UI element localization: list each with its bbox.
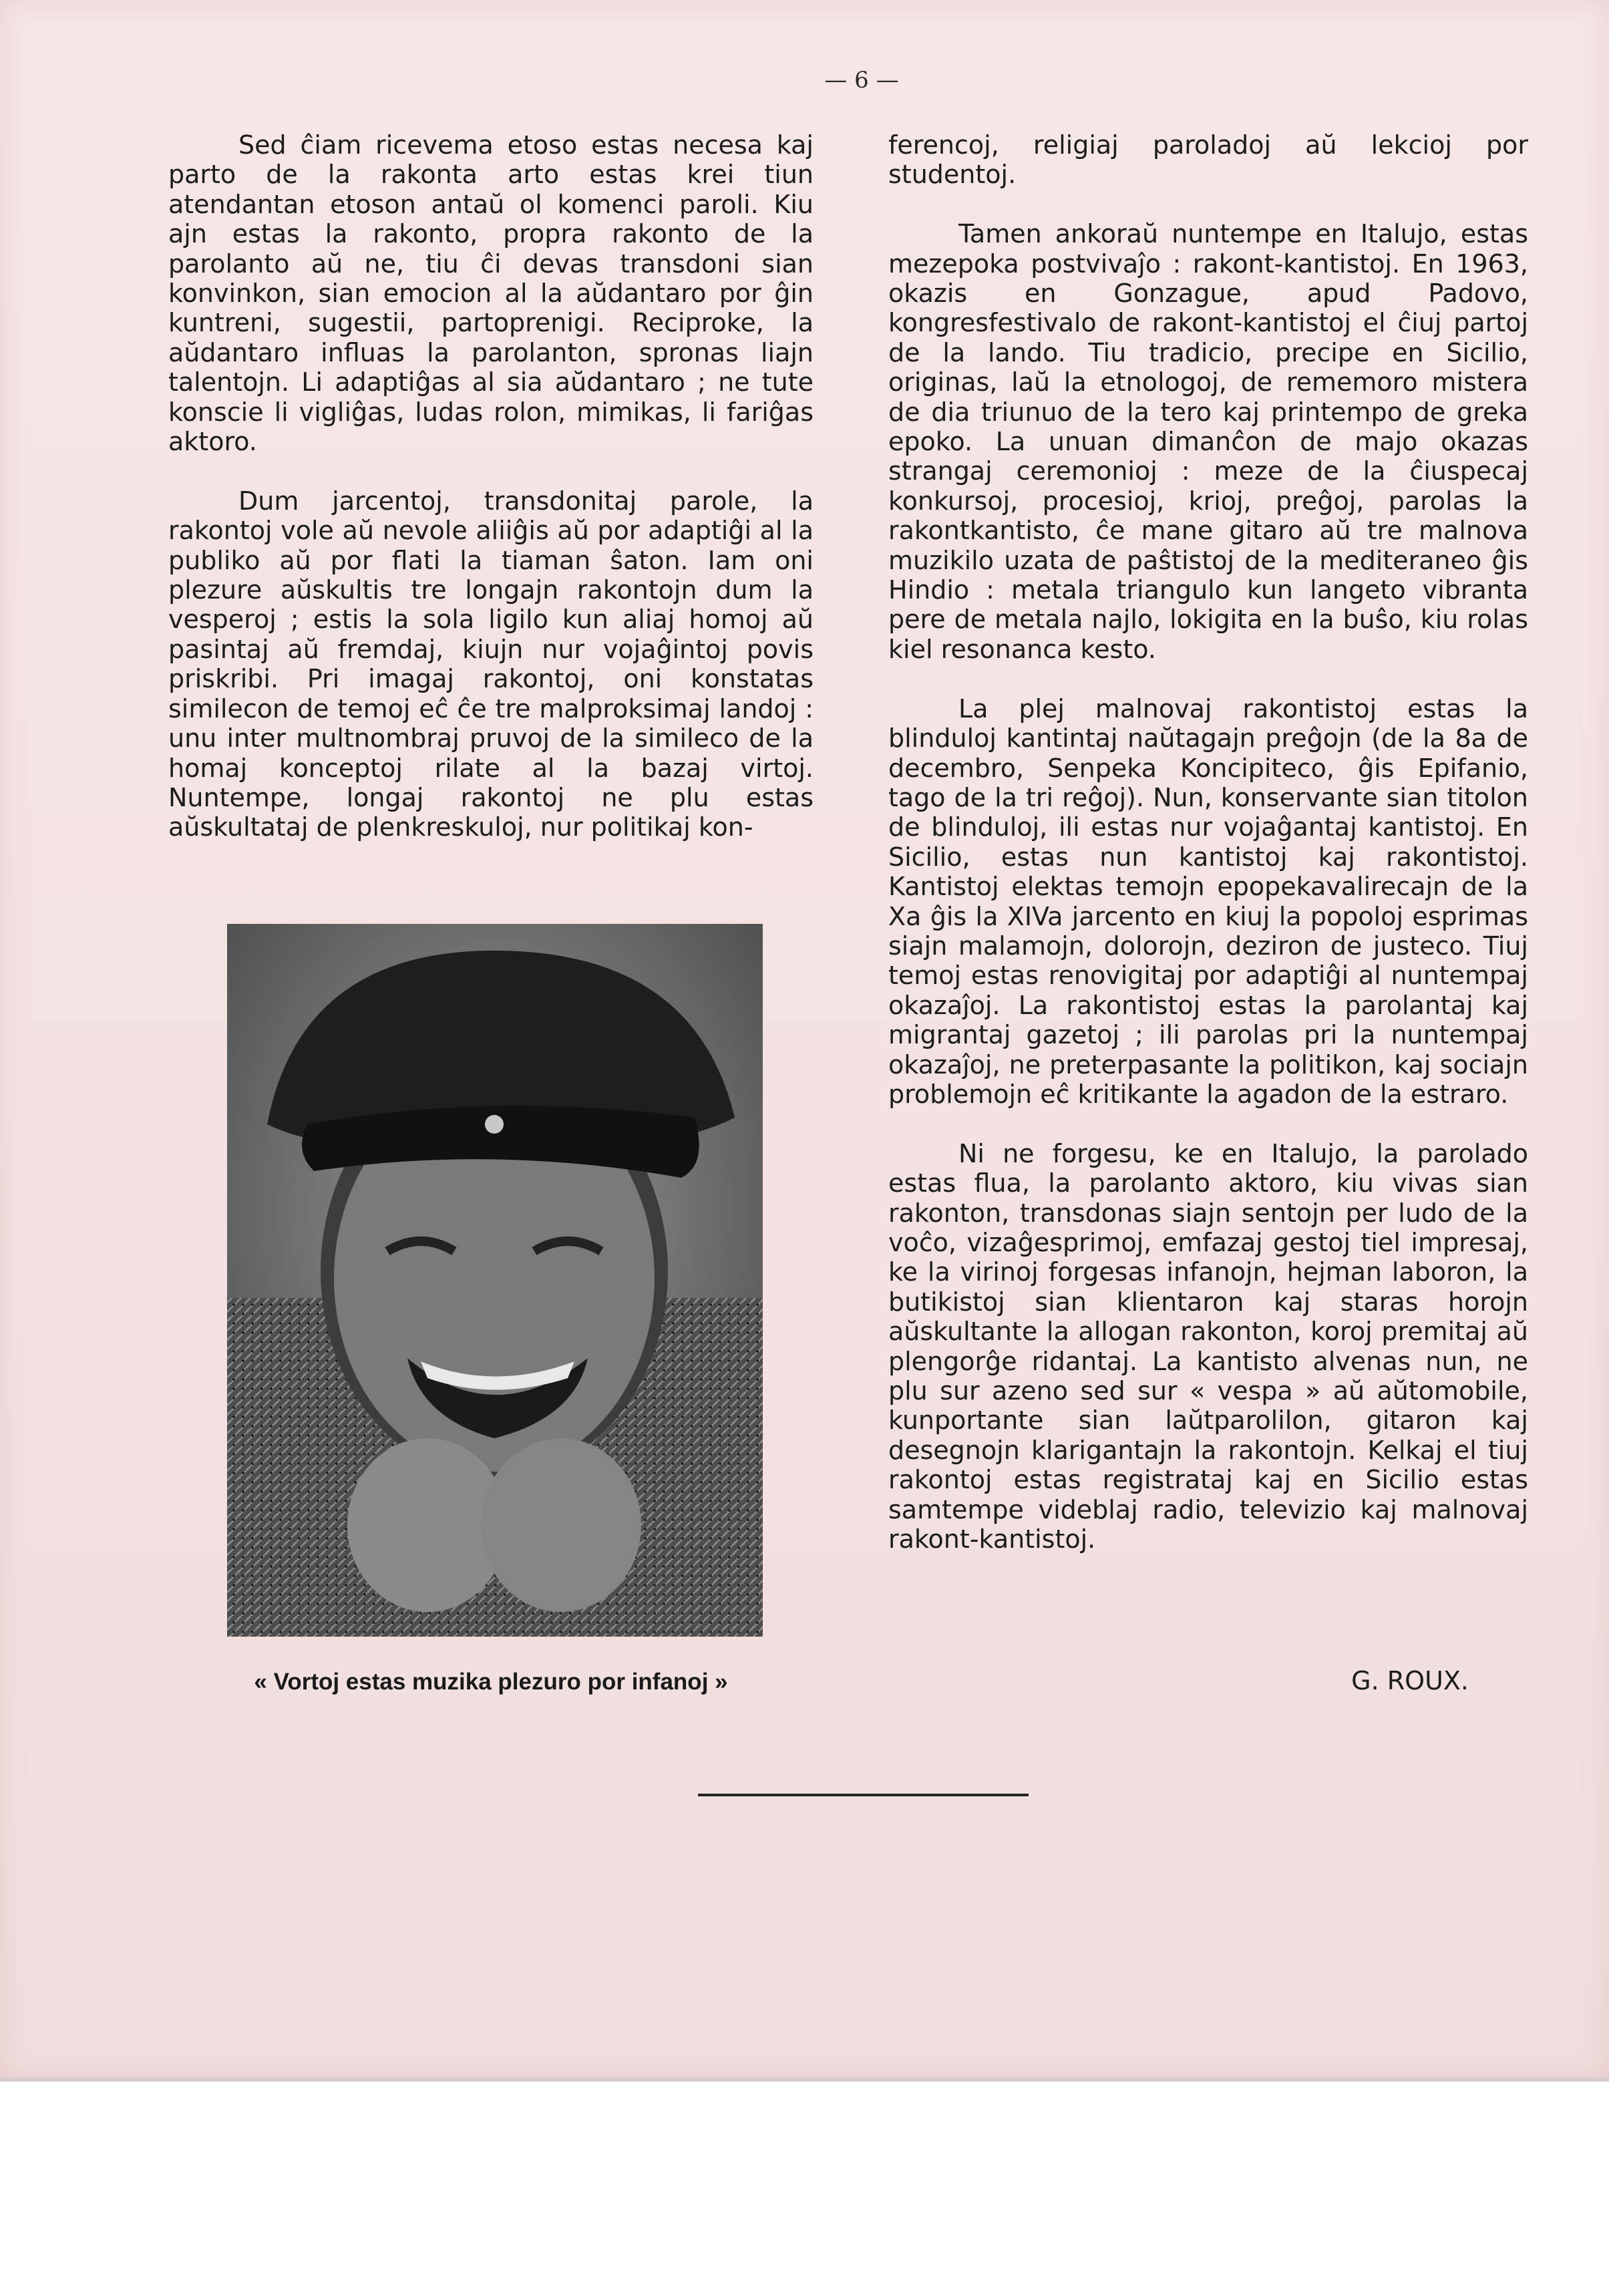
left-column <box>168 130 814 872</box>
author-signature: G. ROUX. <box>1351 1666 1469 1695</box>
left-paragraph-1: Sed ĉiam ricevema etoso estas necesa kaj parto de la rakonta arto estas krei tiun atendantan etoson antaŭ ol komenci paroli. Kiu ajn estas la rakonto, propra rakonto de la parolanto aŭ ne, tiu ĉi devas transdoni sian konvinkon, sian emocion al la aŭdantaro por ĝin kuntreni, sugestii, partoprenigi. Reciproke, la aŭdantaro influas la parolanton, spronas liajn talentojn. Li adaptiĝas al sia aŭdantaro ; ne tute konscie li vigliĝas, ludas rolon, mimikas, li fariĝas aktoro. <box>168 130 814 457</box>
end-rule <box>698 1794 1029 1796</box>
photo-illustration <box>227 924 763 1637</box>
left-paragraph-2: Dum jarcentoj, transdonitaj parole, la rakontoj vole aŭ nevole aliiĝis aŭ por adaptiĝi al la publiko aŭ por flati la tiaman ŝaton. Iam oni plezure aŭskultis tre longajn rakontojn dum la vesperoj ; estis la sola ligilo kun aliaj homoj aŭ pasintaj aŭ fremdaj, kiujn nur vojaĝintoj povis priskribi. Pri imagaj rakontoj, oni konstatas similecon de temoj eĉ ĉe tre malproksimaj landoj : unu inter multnombraj pruvoj de la simileco de la homaj konceptoj rilate al la bazaj virtoj. Nuntempe, longaj rakontoj ne plu estas aŭskultataj de plenkreskuloj, nur politikaj kon- <box>168 486 814 842</box>
page-edge <box>0 2078 1609 2082</box>
right-paragraph-4: Ni ne forgesu, ke en Italujo, la parolado estas flua, la parolanto aktoro, kiu vivas sian rakonton, transdonas siajn sentojn per ludo de la voĉo, vizaĝesprimoj, emfazaj gestoj tiel impresaj, ke la virinoj forgesas infanojn, hejman laboron, la butikistoj sian klientaron kaj staras horojn aŭskultante la allogan rakonton, koroj premitaj aŭ plengorĝe ridantaj. La kantisto alvenas nun, ne plu sur azeno sed sur « vespa » aŭ aŭtomobile, kunportante sian laŭtparolilon, gitaron kaj desegnojn klarigantajn la rakontojn. Kelkaj el tiuj rakontoj estas registrataj kaj en Sicilio estas samtempe videblaj radio, televizio kaj malnovaj rakont-kantistoj. <box>888 1138 1528 1554</box>
right-paragraph-1: ferencoj, religiaj paroladoj aŭ lekcioj por studentoj. <box>888 130 1528 190</box>
right-paragraph-3: La plej malnovaj rakontistoj estas la blinduloj kantintaj naŭtagajn preĝojn (de la 8a de decembro, Senpeka Koncipiteco, ĝis Epifanio, tago de la tri reĝoj). Nun, konservante sian titolon de blinduloj, ili estas nur vojaĝantaj kantistoj. En Sicilio, estas nun kantistoj kaj rakontistoj. Kantistoj elektas temojn epopekavalirecajn de la Xa ĝis la XIVa jarcento en kiuj la popoloj esprimas siajn malamojn, dolorojn, deziron de justeco. Tiuj temoj estas renovigitaj por adaptiĝi al nuntempaj okazaĵoj. La rakontistoj estas la parolantaj kaj migrantaj gazetoj ; ili parolas pri la nuntempaj okazaĵoj, ne preterpasante la politikon, kaj sociajn problemojn eĉ kritikante la agadon de la estraro. <box>888 693 1528 1109</box>
right-paragraph-2: Tamen ankoraŭ nuntempe en Italujo, estas mezepoka postvivaĵo : rakont-kantistoj. En 1963, okazis en Gonzague, apud Padovo, kongresfestivalo de rakont-kantistoj el ĉiuj partoj de la lando. Tiu tradicio, precipe en Sicilio, originas, laŭ la etnologoj, de rememoro mistera de dia triunuo de la tero kaj printempo de greka epoko. La unuan dimanĉon de majo okazas strangaj ceremonioj : meze de la ĉiuspecaj konkursoj, procesioj, krioj, preĝoj, parolas la rakontkantisto, ĉe mane gitaro aŭ tre malnova muzikilo uzata de paŝtistoj de la mediteraneo ĝis Hindio : metala triangulo kun langeto vibranta pere de metala najlo, lokigita en la buŝo, kiu rolas kiel resonanca kesto. <box>888 219 1528 664</box>
photo-laughing-boy <box>227 924 763 1637</box>
page-number: — 6 — <box>824 67 899 94</box>
photo-caption: « Vortoj estas muzika plezuro por infanoj » <box>254 1669 728 1695</box>
right-column <box>888 130 1528 1584</box>
